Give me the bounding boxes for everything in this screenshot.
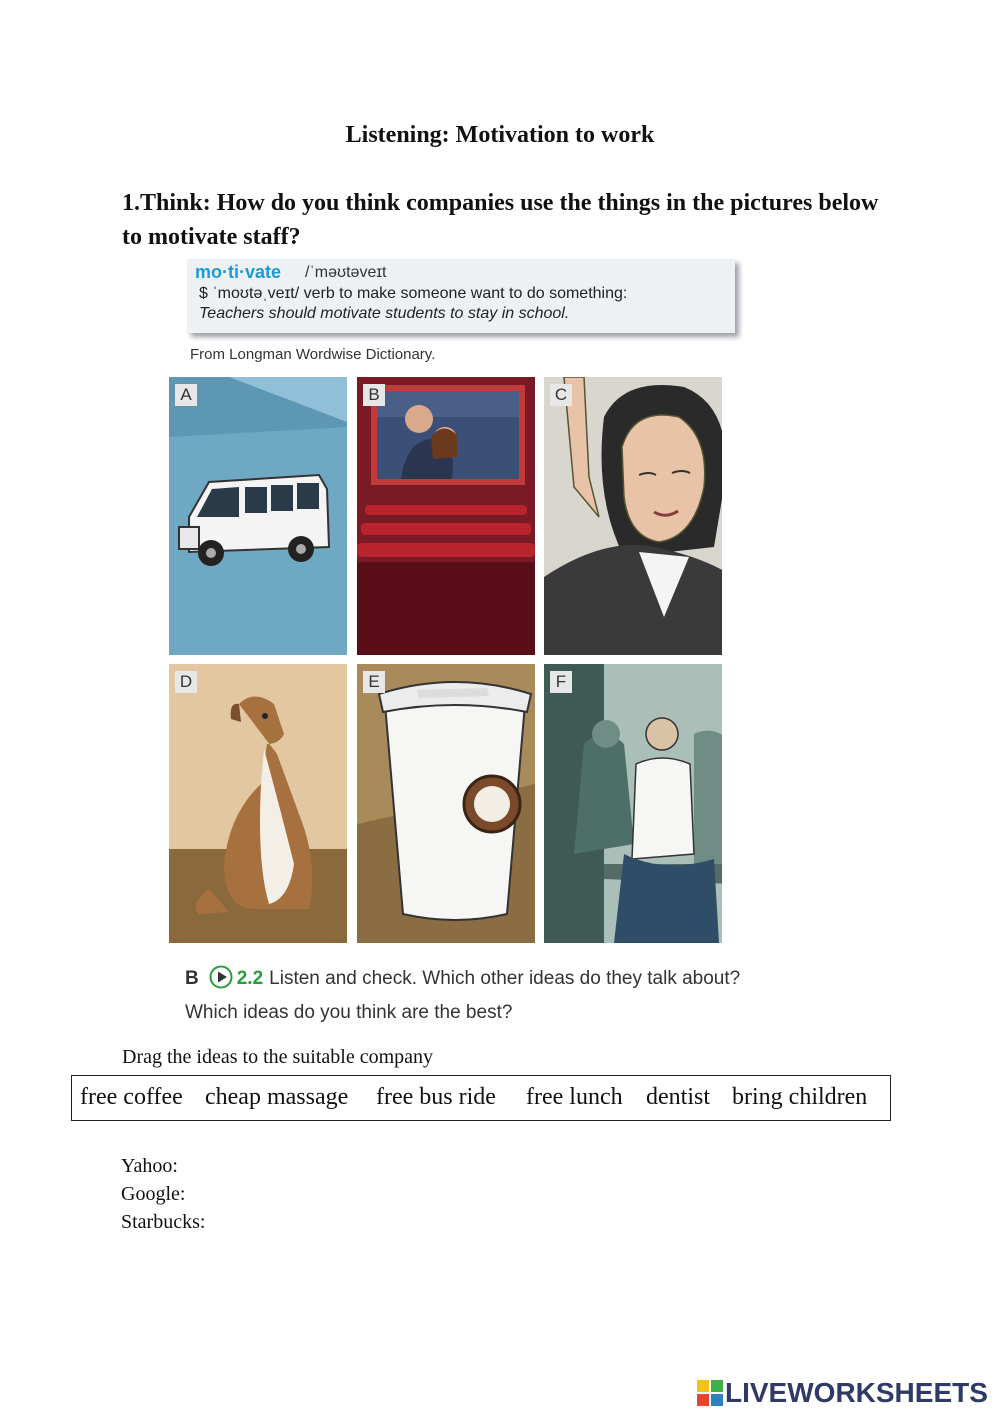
dictionary-source: From Longman Wordwise Dictionary. — [190, 346, 436, 363]
question-1: 1.Think: How do you think companies use the things in the pictures below to motivate staff? — [122, 190, 879, 250]
dictionary-definition: $ ˈmoʊtəˌveɪt/ verb to make someone want to do something: — [199, 285, 628, 302]
picture-b-cinema — [357, 377, 535, 655]
listening-track-number: 2.2 — [236, 968, 264, 989]
picture-c-massage — [544, 377, 722, 655]
drag-instruction: Drag the ideas to the suitable company — [122, 1046, 434, 1068]
word-free-coffee[interactable]: free coffee — [80, 1084, 183, 1110]
word-dentist[interactable]: dentist — [646, 1084, 710, 1110]
picture-b-letter: B — [363, 384, 385, 406]
picture-f-office-party — [544, 664, 722, 943]
picture-a-minibus — [169, 377, 347, 655]
office-party-illustration — [544, 664, 722, 943]
dictionary-headword: mo·ti·vate — [195, 262, 282, 282]
listening-task — [185, 962, 745, 1030]
company-starbucks[interactable]: Starbucks: — [121, 1211, 206, 1233]
word-bank — [71, 1075, 891, 1121]
coffee-cup-illustration — [357, 664, 535, 943]
picture-d-dog — [169, 664, 347, 943]
listening-label: B — [185, 968, 199, 989]
dog-illustration — [169, 664, 347, 943]
company-google[interactable]: Google: — [121, 1183, 186, 1205]
cinema-illustration — [357, 377, 535, 655]
picture-e-letter: E — [363, 671, 385, 693]
listening-text: Listen and check. Which other ideas do they talk about? Which ideas do you think are the best? — [185, 968, 741, 1023]
dictionary-entry — [187, 259, 735, 333]
word-free-bus-ride[interactable]: free bus ride — [376, 1084, 496, 1110]
play-icon[interactable] — [209, 965, 233, 989]
page-title: Listening: Motivation to work — [345, 122, 655, 148]
word-cheap-massage[interactable]: cheap massage — [205, 1084, 349, 1110]
word-bring-children[interactable]: bring children — [732, 1084, 868, 1110]
picture-d-letter: D — [175, 671, 197, 693]
massage-illustration — [544, 377, 722, 655]
company-yahoo[interactable]: Yahoo: — [121, 1155, 178, 1177]
minibus-illustration — [169, 377, 347, 655]
dictionary-example: Teachers should motivate students to stay in school. — [199, 305, 570, 322]
picture-e-coffee-cup — [357, 664, 535, 943]
liveworksheets-text: LIVEWORKSHEETS — [725, 1377, 988, 1408]
picture-f-letter: F — [550, 671, 572, 693]
liveworksheets-mark-icon — [697, 1380, 723, 1406]
picture-c-letter: C — [550, 384, 572, 406]
dictionary-pronunciation: /ˈməʊtəveɪt — [305, 264, 387, 281]
word-free-lunch[interactable]: free lunch — [526, 1084, 623, 1110]
picture-a-letter: A — [175, 384, 197, 406]
